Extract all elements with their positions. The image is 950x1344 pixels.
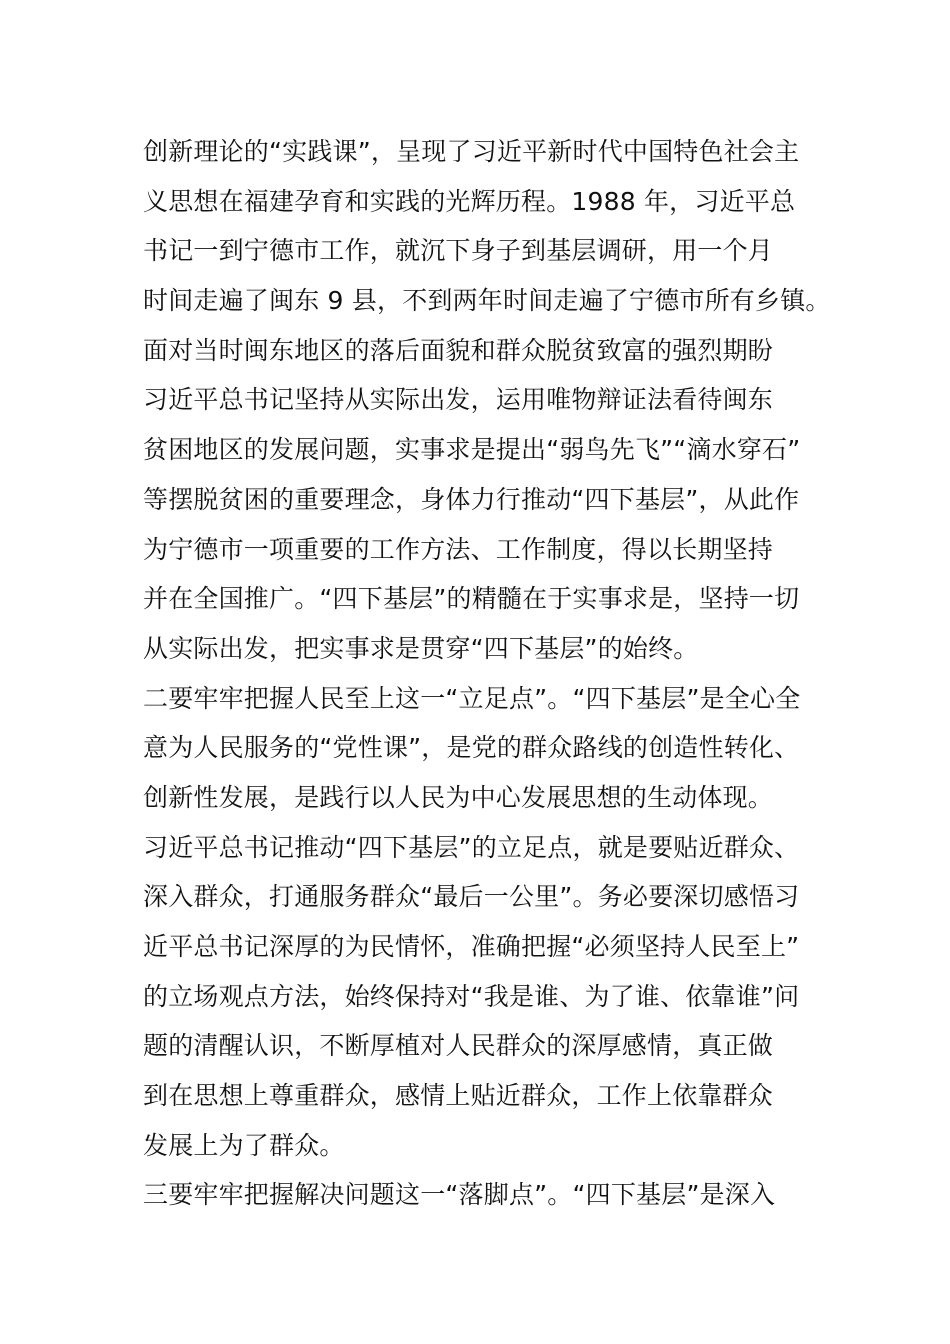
- text-line: 并在全国推广。“四下基层”的精髓在于实事求是，坚持一切: [143, 584, 800, 614]
- text-line: 三要牢牢把握解决问题这一“落脚点”。“四下基层”是深入: [143, 1180, 776, 1210]
- text-line: 深入群众，打通服务群众“最后一公里”。务必要深切感悟习: [143, 882, 800, 912]
- text-line: 义思想在福建孕育和实践的光辉历程。1988 年，习近平总: [143, 186, 796, 216]
- text-line: 贫困地区的发展问题，实事求是提出“弱鸟先飞”“滴水穿石”: [143, 435, 801, 465]
- text-line: 发展上为了群众。: [143, 1130, 345, 1160]
- text-line: 等摆脱贫困的重要理念，身体力行推动“四下基层”，从此作: [143, 484, 800, 514]
- text-line: 面对当时闽东地区的落后面貌和群众脱贫致富的强烈期盼: [143, 335, 774, 365]
- body-text: [143, 127, 831, 1220]
- text-line: 到在思想上尊重群众，感情上贴近群众，工作上依靠群众: [143, 1081, 774, 1111]
- text-line: 创新性发展，是践行以人民为中心发展思想的生动体现。: [143, 782, 774, 812]
- text-line: 创新理论的“实践课”，呈现了习近平新时代中国特色社会主: [143, 137, 800, 166]
- text-line: 意为人民服务的“党性课”，是党的群众路线的创造性转化、: [143, 733, 800, 763]
- text-line: 的立场观点方法，始终保持对“我是谁、为了谁、依靠谁”问: [143, 981, 800, 1011]
- text-line: 二要牢牢把握人民至上这一“立足点”。“四下基层”是全心全: [143, 683, 801, 713]
- text-line: 时间走遍了闽东 9 县，不到两年时间走遍了宁德市所有乡镇。: [143, 286, 831, 316]
- text-line: 近平总书记深厚的为民情怀，准确把握“必须坚持人民至上”: [143, 932, 800, 961]
- text-line: 为宁德市一项重要的工作方法、工作制度，得以长期坚持: [143, 534, 774, 564]
- text-line: 书记一到宁德市工作，就沉下身子到基层调研，用一个月: [143, 236, 774, 266]
- text-line: 习近平总书记坚持从实际出发，运用唯物辩证法看待闽东: [143, 385, 774, 415]
- text-line: 题的清醒认识，不断厚植对人民群众的深厚感情，真正做: [143, 1031, 774, 1061]
- text-line: 从实际出发，把实事求是贯穿“四下基层”的始终。: [143, 633, 699, 663]
- text-line: 习近平总书记推动“四下基层”的立足点，就是要贴近群众、: [143, 832, 800, 862]
